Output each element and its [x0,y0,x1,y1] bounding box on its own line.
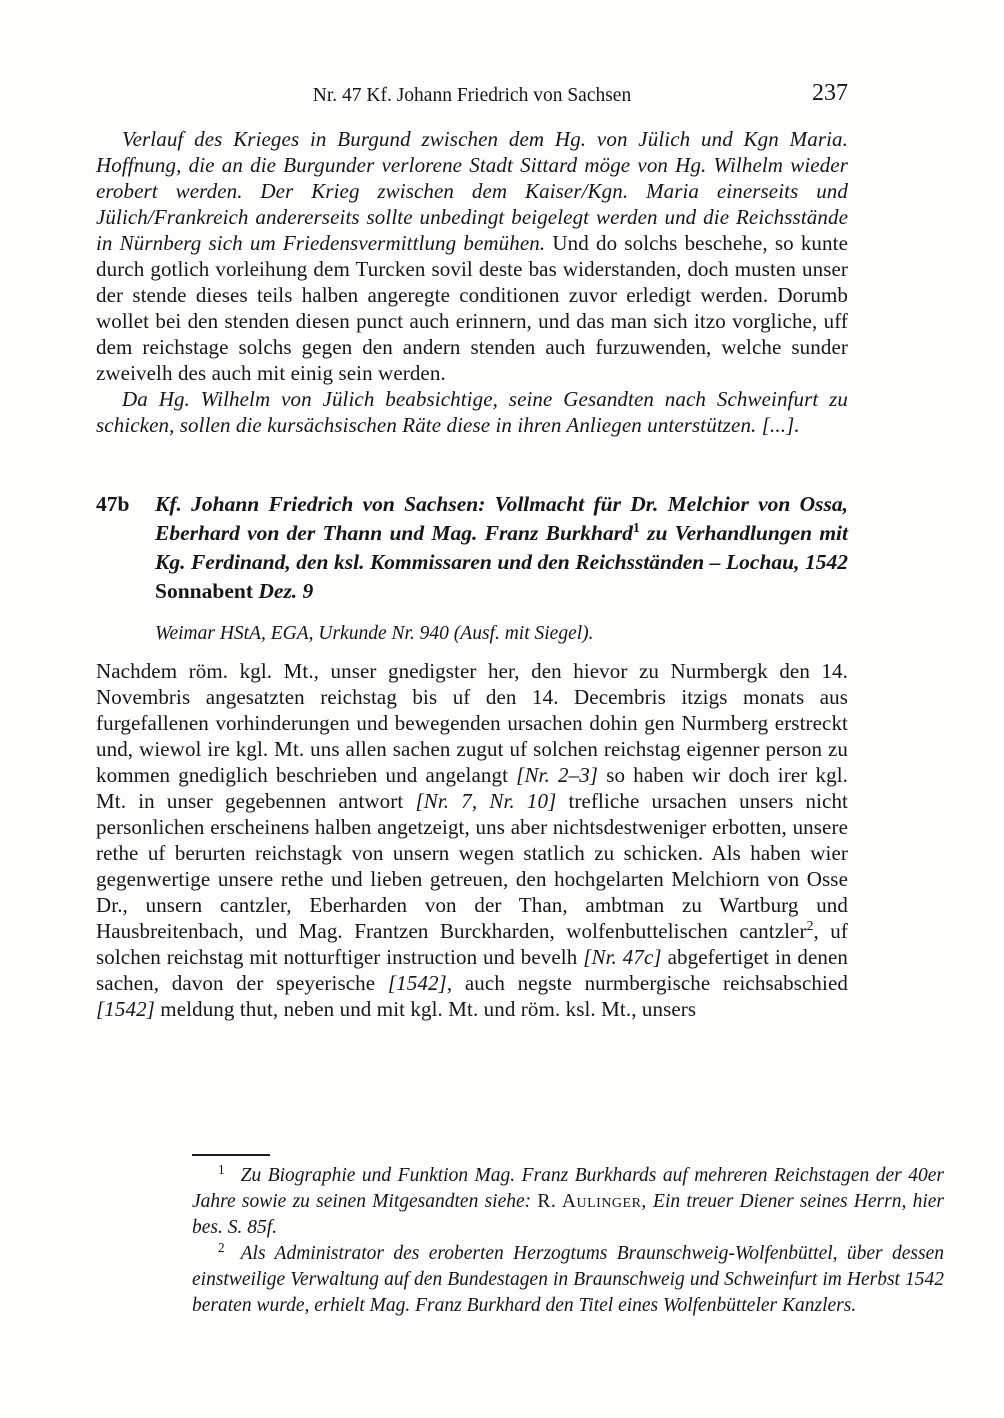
entry-number: 47b [96,492,130,516]
text-run: Dez. 9 [258,579,314,603]
text-run: , auch negste nurmbergische reichsabschied [446,971,848,995]
footnotes-block [192,1154,944,1319]
footnote-1-marker: 1 [218,1161,225,1177]
entry-body-text [96,658,848,1022]
entry-title [155,490,848,606]
text-run: trefliche ursachen unsers nicht personlichen erscheinens halben angetzeigt, uns aber nichtsdestweniger erbotten, unsere rethe uf berurten reichstagk von unsern wegen statlich zu schicken. Als haben wier gegenwertige unsere rethe und lieben getreuen, den hochgelarten Melchiorn von Osse Dr., unsern cantzler, Eberharden von der Than, ambtman zu Wartburg und Hausbreitenbach, und Mag. Frantzen Burckharden, wolfenbuttelischen cantzler [96,789,848,943]
text-run: Nachdem röm. kgl. Mt., unser gnedigster her, den hievor zu Nurmbergk den 14. Novembris angesatzten reichstag bis uf den 14. Decembris itzigs monats aus furgefallenen vorhinderungen und bewegenden ursachen dohin gen Nurmberg erstreckt und, wiewol ire kgl. Mt. uns allen sachen zugut uf solchen reichstag eigenner person zu kommen gnediglich beschrieben und angelangt [96,659,848,787]
regest-summary-47a [96,126,848,438]
footnote-1 [192,1163,944,1241]
entry-47b [96,490,848,1022]
summary-paragraph-1 [96,126,848,386]
archival-source-line: Weimar HStA, EGA, Urkunde Nr. 940 (Ausf. mit Siegel). [155,623,594,644]
text-run: Verlauf des Krieges in Burgund zwischen dem Hg. von Jülich und Kgn Maria. Hoffnung, die an die Burgunder verlorene Stadt Sittard möge von Hg. Wilhelm wieder erobert werden. Der Krieg zwischen dem Kaiser/Kgn. Maria einerseits und Jülich/Frankreich andererseits sollte unbedingt beigelegt werden und die Reichsstände in Nürnberg sich um Friedensvermittlung bemühen. [96,127,848,255]
entry-heading [96,490,848,606]
text-run: Ein treuer Diener seines Herrn, hier bes. S. 85f. [192,1191,944,1238]
footnote-2 [192,1241,944,1319]
text-run: Zu Biographie und Funktion Mag. Franz Burkhards auf mehreren Reichstagen der 40er Jahre sowie zu seinen Mitgesandten siehe: [192,1165,944,1212]
footnote-2-text [192,1243,944,1316]
text-run: so haben wir doch irer kgl. Mt. in unser gegebennen antwort [96,763,848,813]
text-run: Kf. Johann Friedrich von Sachsen: Vollmacht für Dr. Melchior von Ossa, Eberhard von der Thann und Mag. Franz Burkhard [155,492,848,545]
text-run: [Nr. 47c] [583,945,662,969]
text-run: R. Aulinger, [537,1191,647,1212]
text-run: [Nr. 2–3] [516,763,599,787]
summary-paragraph-2 [96,386,848,438]
text-run: 1 [632,520,640,536]
text-run: [1542] [387,971,447,995]
footnote-separator-rule [192,1154,270,1156]
text-run: [Nr. 7, Nr. 10] [415,789,557,813]
running-title: Nr. 47 Kf. Johann Friedrich von Sachsen [312,85,632,106]
text-run: [1542] [96,997,155,1021]
text-run: abgefertiget in denen sachen, davon der speyerische [96,945,849,995]
text-run: zu Verhandlungen mit Kg. Ferdinand, den ksl. Kommissaren und den Reichsständen – Lochau, 1542 [155,521,848,574]
text-run: meldung thut, neben und mit kgl. Mt. und röm. ksl. Mt., unsers [154,997,697,1021]
page-header [96,80,848,110]
text-run: , uf solchen reichstag mit notturftiger instruction und bevelh [96,919,848,969]
text-run: 2 [806,918,814,933]
text-column [96,80,944,1316]
text-run: Als Administrator des eroberten Herzogtums Braunschweig-Wolfenbüttel, über dessen einstweilige Verwaltung auf den Bundestagen in Braunschweig und Schweinfurt im Herbst 1542 beraten wurde, erhielt Mag. Franz Burkhard den Titel eines Wolfenbütteler Kanzlers. [192,1243,944,1316]
footnote-1-text [192,1165,944,1238]
text-run: Sonnabent [155,579,259,603]
text-run: Da Hg. Wilhelm von Jülich beabsichtige, seine Gesandten nach Schweinfurt zu schicken, sollen die kursächsischen Räte diese in ihren Anliegen unterstützen. [...]. [96,387,848,437]
text-run: Und do solchs beschehe, so kunte durch gotlich vorleihung dem Turcken sovil deste bas widerstanden, doch musten unser der stende dieses teils halben angeregte conditionen zuvor erledigt werden. Dorumb wollet bei den stenden diesen punct auch erinnern, und das man sich itzo vorgliche, uff dem reichstage solchs gegen den andern stenden auch furzuwenden, welche sunder zweivelh des auch mit einig sein werden. [96,231,848,385]
footnote-2-marker: 2 [218,1239,225,1255]
page-number: 237 [812,80,848,106]
